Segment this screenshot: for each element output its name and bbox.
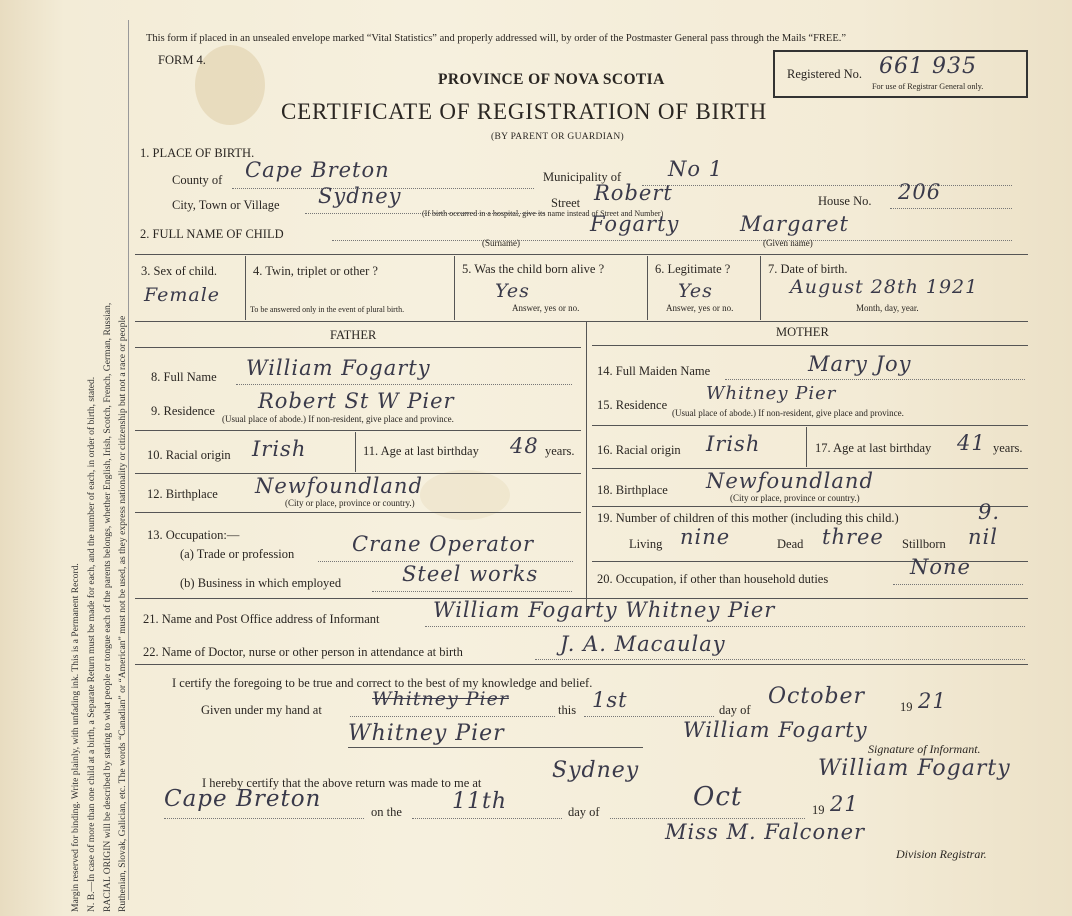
mother-years-label: years. (993, 441, 1023, 455)
alive-value: Yes (495, 280, 530, 302)
certificate-subtitle: (BY PARENT OR GUARDIAN) (491, 132, 624, 142)
father-rule (135, 512, 581, 513)
place-of-birth-label: 1. PLACE OF BIRTH. (140, 146, 255, 160)
mother-name-label: 14. Full Maiden Name (597, 364, 711, 378)
father-heading: FATHER (330, 328, 377, 342)
mother-rule (592, 506, 1028, 507)
house-value: 206 (898, 180, 942, 204)
row3-divider (454, 256, 455, 320)
mother-stillborn-value: nil (968, 525, 998, 549)
registrar-county-line (164, 818, 364, 819)
registered-number: 661 935 (879, 54, 977, 79)
place-written: Whitney Pier (348, 721, 505, 746)
city-value: Sydney (318, 184, 402, 208)
mother-birthplace-label: 18. Birthplace (597, 483, 668, 497)
alive-label: 5. Was the child born alive ? (462, 262, 605, 276)
father-residence-label: 9. Residence (151, 404, 215, 418)
registrar-month-line (610, 818, 805, 819)
row3-top-rule (135, 254, 1028, 255)
margin-note-racial-origin: RACIAL ORIGIN will be described by stating to what people or tongue each of the parents belongs, whether English, Irish, Scotch, French, German, Russian, (102, 302, 113, 912)
margin-note-binding: Margin reserved for binding. Write plainly, with unfading ink. This is a Permanent Record. (70, 563, 81, 912)
postage-notice: This form if placed in an unsealed envelope marked “Vital Statistics” and properly addressed will, by order of the Postmaster General pass through the Mails “FREE.” (146, 33, 847, 44)
mother-children-label: 19. Number of children of this mother (including this child.) (597, 511, 899, 525)
mother-birthplace-value: Newfoundland (706, 469, 874, 493)
registrar-day: 11th (452, 789, 508, 814)
legitimate-label: 6. Legitimate ? (655, 262, 731, 276)
mother-residence-label: 15. Residence (597, 398, 668, 412)
doctor-label: 22. Name of Doctor, nurse or other person in attendance at birth (143, 645, 463, 659)
county-value: Cape Breton (245, 158, 390, 182)
doctor-value: J. A. Macaulay (560, 632, 726, 656)
father-age-label: 11. Age at last birthday (363, 444, 479, 458)
given-name-note: (Given name) (763, 238, 813, 248)
margin-note-racial-origin-cont: Ruthenian, Slovak, Galician, etc. The words “Canadian” or “American” must not be used, as they express nationality or citizenship but not a race or people (117, 315, 128, 912)
registered-label: Registered No. (787, 67, 862, 81)
county-label: County of (172, 173, 223, 187)
father-age-value: 48 (510, 434, 539, 458)
registrar-year-prefix: 19 (812, 803, 825, 817)
mother-residence-value: Whitney Pier (706, 383, 837, 404)
father-birthplace-value: Newfoundland (255, 474, 423, 498)
parents-divider (586, 322, 587, 614)
father-name-line (236, 384, 572, 385)
father-business-label: (b) Business in which employed (180, 576, 342, 590)
mother-occupation-line (893, 584, 1023, 585)
child-given-name: Margaret (740, 212, 849, 236)
child-name-line (332, 240, 1012, 241)
place-written-line (348, 747, 643, 748)
legitimate-value: Yes (678, 280, 713, 302)
mother-header-rule (592, 345, 1028, 346)
father-birthplace-note: (City or place, province or country.) (285, 498, 415, 508)
registrar-certify-text: I hereby certify that the above return was made to me at (202, 776, 482, 790)
registration-box (773, 50, 1028, 98)
mother-dead-label: Dead (777, 537, 804, 551)
father-residence-note: (Usual place of abode.) If non-resident, give place and province. (222, 414, 454, 424)
twin-label: 4. Twin, triplet or other ? (253, 264, 378, 278)
sex-label: 3. Sex of child. (141, 264, 218, 278)
informant-line (425, 626, 1025, 627)
registrar-month: Oct (693, 782, 743, 812)
twin-note: To be answered only in the event of plural birth. (250, 305, 405, 314)
father-racial-value: Irish (252, 437, 307, 461)
alive-note: Answer, yes or no. (512, 303, 580, 313)
father-occupation-label: 13. Occupation:— (147, 528, 240, 542)
house-label: House No. (818, 194, 872, 208)
certification-year-prefix: 19 (900, 700, 913, 714)
mother-name-value: Mary Joy (808, 352, 912, 376)
street-label: Street (551, 196, 581, 210)
house-line (890, 208, 1012, 209)
father-rule (135, 430, 581, 431)
mother-racial-label: 16. Racial origin (597, 443, 681, 457)
mother-rule (592, 425, 1028, 426)
certification-day-of-label: day of (719, 703, 751, 717)
province-heading: PROVINCE OF NOVA SCOTIA (438, 71, 665, 88)
father-birthplace-label: 12. Birthplace (147, 487, 218, 501)
certification-day: 1st (592, 688, 628, 712)
this-label: this (558, 703, 577, 717)
surname-note: (Surname) (482, 238, 520, 248)
child-name-label: 2. FULL NAME OF CHILD (140, 227, 284, 241)
birth-date-label: 7. Date of birth. (768, 262, 848, 276)
mother-living-label: Living (629, 537, 663, 551)
birth-date-value: August 28th 1921 (790, 276, 979, 298)
informant-label: 21. Name and Post Office address of Informant (143, 612, 380, 626)
registrar-day-line (412, 818, 562, 819)
municipality-value: No 1 (668, 157, 724, 181)
street-value: Robert (594, 181, 673, 205)
certify-text: I certify the foregoing to be true and correct to the best of my knowledge and belief. (172, 676, 593, 690)
registrar-year: 21 (830, 792, 859, 816)
mother-stillborn-label: Stillborn (902, 537, 946, 551)
municipality-line (642, 185, 1012, 186)
mother-dead-value: three (822, 525, 884, 549)
row3-divider (245, 256, 246, 320)
father-residence-value: Robert St W Pier (258, 389, 455, 413)
mother-birthplace-note: (City or place, province or country.) (730, 493, 860, 503)
mother-age-label: 17. Age at last birthday (815, 441, 932, 455)
sex-value: Female (144, 284, 221, 306)
form-number: FORM 4. (158, 53, 206, 67)
mother-occupation-label: 20. Occupation, if other than household duties (597, 572, 829, 586)
birth-date-note: Month, day, year. (856, 303, 919, 313)
signature-of-informant-label: Signature of Informant. (868, 742, 981, 756)
row3-bottom-rule (135, 321, 1028, 322)
registrar-place: Sydney (552, 758, 640, 783)
mother-age-divider (806, 427, 807, 467)
certification-year: 21 (918, 689, 947, 713)
registrar-on-the-label: on the (371, 805, 402, 819)
father-racial-label: 10. Racial origin (147, 448, 231, 462)
informant-signature: William Fogarty (683, 718, 868, 742)
mother-living-value: nine (680, 525, 731, 549)
mother-occupation-value: None (910, 555, 971, 579)
father-business-value: Steel works (402, 562, 539, 586)
registrar-county: Cape Breton (164, 786, 322, 812)
certification-month: October (768, 684, 866, 709)
mother-heading: MOTHER (776, 325, 829, 339)
row3-divider (647, 256, 648, 320)
given-place-struck: Whitney Pier (372, 688, 509, 710)
hospital-note: (If birth occurred in a hospital, give its name instead of Street and Number) (422, 209, 664, 218)
father-trade-label: (a) Trade or profession (180, 547, 295, 561)
father-name-label: 8. Full Name (151, 370, 217, 384)
father-name-value: William Fogarty (246, 356, 431, 380)
city-label: City, Town or Village (172, 198, 280, 212)
certificate-title: CERTIFICATE OF REGISTRATION OF BIRTH (281, 99, 768, 124)
certification-rule (135, 664, 1028, 665)
registrar-signature-top: William Fogarty (818, 756, 1011, 781)
given-under-hand-label: Given under my hand at (201, 703, 322, 717)
doctor-line (535, 659, 1025, 660)
father-age-divider (355, 432, 356, 472)
informant-value: William Fogarty Whitney Pier (433, 598, 776, 622)
mother-residence-note: (Usual place of abode.) If non-resident, give place and province. (672, 408, 904, 418)
father-years-label: years. (545, 444, 575, 458)
municipality-label: Municipality of (543, 170, 622, 184)
registrar-note: For use of Registrar General only. (872, 82, 984, 91)
mother-name-line (725, 379, 1025, 380)
row3-divider (760, 256, 761, 320)
registrar-day-of-label: day of (568, 805, 600, 819)
margin-note-multiple-births: N. B.—In case of more than one child at a birth, a Separate Return must be made for each, and the number of each, in order of birth, stated. (86, 376, 97, 912)
registrar-signature: Miss M. Falconer (665, 820, 866, 844)
mother-children-value: 9. (978, 500, 1001, 524)
margin-rule (128, 20, 129, 900)
legitimate-note: Answer, yes or no. (666, 303, 734, 313)
child-surname: Fogarty (590, 212, 680, 236)
mother-racial-value: Irish (706, 432, 761, 456)
division-registrar-label: Division Registrar. (896, 847, 987, 861)
father-business-line (372, 591, 572, 592)
mother-age-value: 41 (957, 431, 986, 455)
father-trade-value: Crane Operator (352, 532, 535, 556)
certification-day-line (584, 716, 714, 717)
given-place-line (350, 716, 555, 717)
father-header-rule (135, 347, 581, 348)
